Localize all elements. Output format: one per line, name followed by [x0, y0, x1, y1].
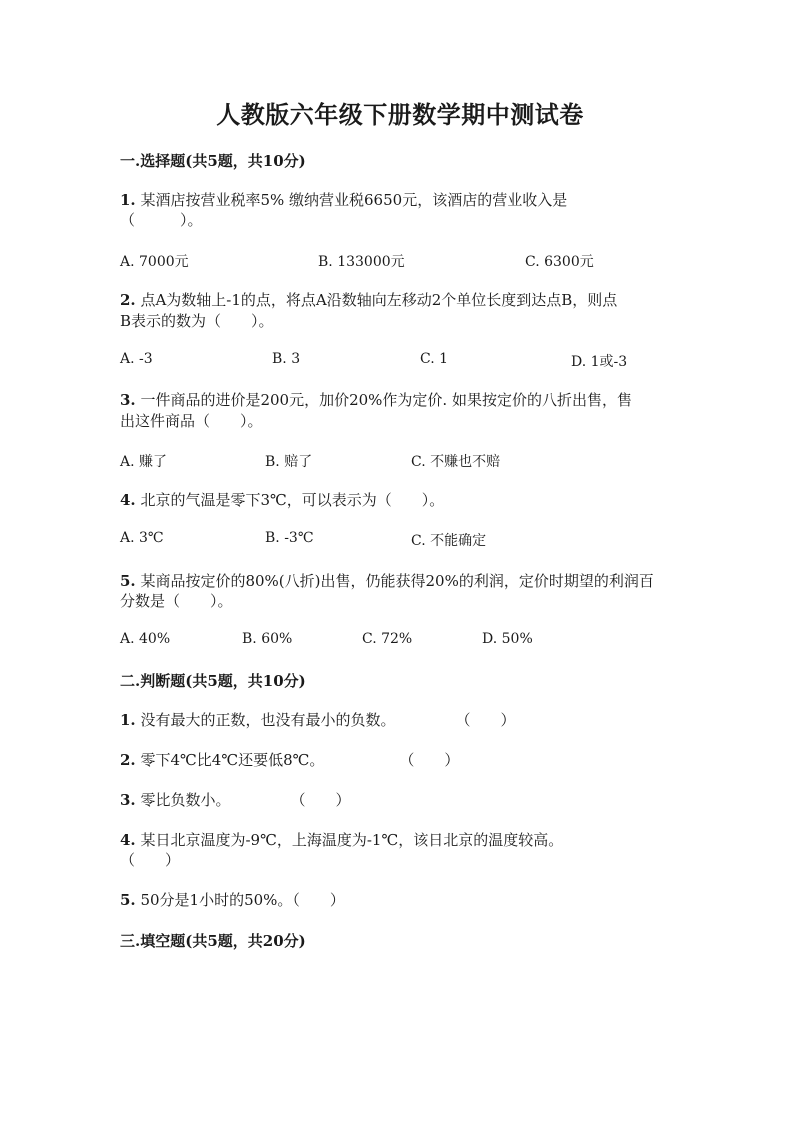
question-number: 5.	[120, 891, 136, 909]
question-number: 3.	[120, 391, 136, 409]
question-line	[120, 889, 345, 910]
option-a: A. 40%	[120, 631, 171, 647]
question-line	[120, 389, 632, 410]
question-number: 3.	[120, 791, 136, 809]
option-b: B. 60%	[242, 631, 293, 647]
question-text: 某日北京温度为-9℃，上海温度为-1℃，该日北京的温度较高。	[140, 831, 564, 849]
question-line	[120, 189, 567, 210]
question-text: 某酒店按营业税率5% 缴纳营业税6650元，该酒店的营业收入是	[140, 191, 568, 209]
question-line	[120, 489, 444, 510]
question-line	[120, 829, 563, 850]
option-b: B. 133000元	[318, 254, 405, 270]
option-b: B. 赔了	[265, 454, 313, 470]
section-heading-fill: 三.填空题(共5题，共20分)	[120, 932, 306, 950]
question-number: 1.	[120, 191, 136, 209]
question-line: （ ）	[120, 851, 181, 869]
option-d: D. 1或-3	[571, 354, 628, 370]
option-c: C. 不能确定	[411, 533, 487, 549]
section-heading-choice: 一.选择题(共5题，共10分)	[120, 152, 306, 170]
question-line: 出这件商品（ ）。	[120, 412, 263, 430]
question-number: 1.	[120, 711, 136, 729]
question-text: 50分是1小时的50%。（ ）	[140, 891, 345, 909]
question-number: 4.	[120, 831, 136, 849]
question-number: 2.	[120, 751, 136, 769]
option-d: D. 50%	[482, 631, 533, 647]
option-c: C. 1	[420, 351, 449, 367]
option-c: C. 不赚也不赔	[411, 454, 501, 470]
question-line	[120, 749, 459, 770]
question-number: 5.	[120, 572, 136, 590]
question-text: 零比负数小。 （ ）	[140, 791, 351, 809]
question-number: 2.	[120, 291, 136, 309]
question-text: 一件商品的进价是200元，加价20%作为定价. 如果按定价的八折出售，售	[140, 391, 632, 409]
option-a: A. -3	[120, 351, 153, 367]
option-c: C. 72%	[362, 631, 413, 647]
question-line	[120, 289, 617, 310]
option-a: A. 7000元	[120, 254, 189, 270]
question-line	[120, 789, 350, 810]
option-a: A. 赚了	[120, 454, 168, 470]
question-number: 4.	[120, 491, 136, 509]
question-line: B表示的数为（ ）。	[120, 312, 274, 330]
question-text: 零下4℃比4℃还要低8℃。 （ ）	[140, 751, 460, 769]
question-line: 分数是（ ）。	[120, 592, 233, 610]
question-text: 没有最大的正数，也没有最小的负数。 （ ）	[140, 711, 516, 729]
section-heading-judge: 二.判断题(共5题，共10分)	[120, 672, 306, 690]
question-text: 点A为数轴上-1的点，将点A沿数轴向左移动2个单位长度到达点B，则点	[140, 291, 618, 309]
question-line: （ ）。	[120, 211, 203, 229]
question-text: 北京的气温是零下3℃，可以表示为（ ）。	[140, 491, 445, 509]
option-b: B. 3	[272, 351, 301, 367]
option-a: A. 3℃	[120, 530, 164, 546]
option-c: C. 6300元	[525, 254, 594, 270]
question-line	[120, 709, 515, 730]
question-line	[120, 570, 654, 591]
page-title: 人教版六年级下册数学期中测试卷	[216, 100, 584, 129]
question-text: 某商品按定价的80%(八折)出售，仍能获得20%的利润，定价时期望的利润百	[140, 572, 654, 590]
option-b: B. -3℃	[265, 530, 314, 546]
